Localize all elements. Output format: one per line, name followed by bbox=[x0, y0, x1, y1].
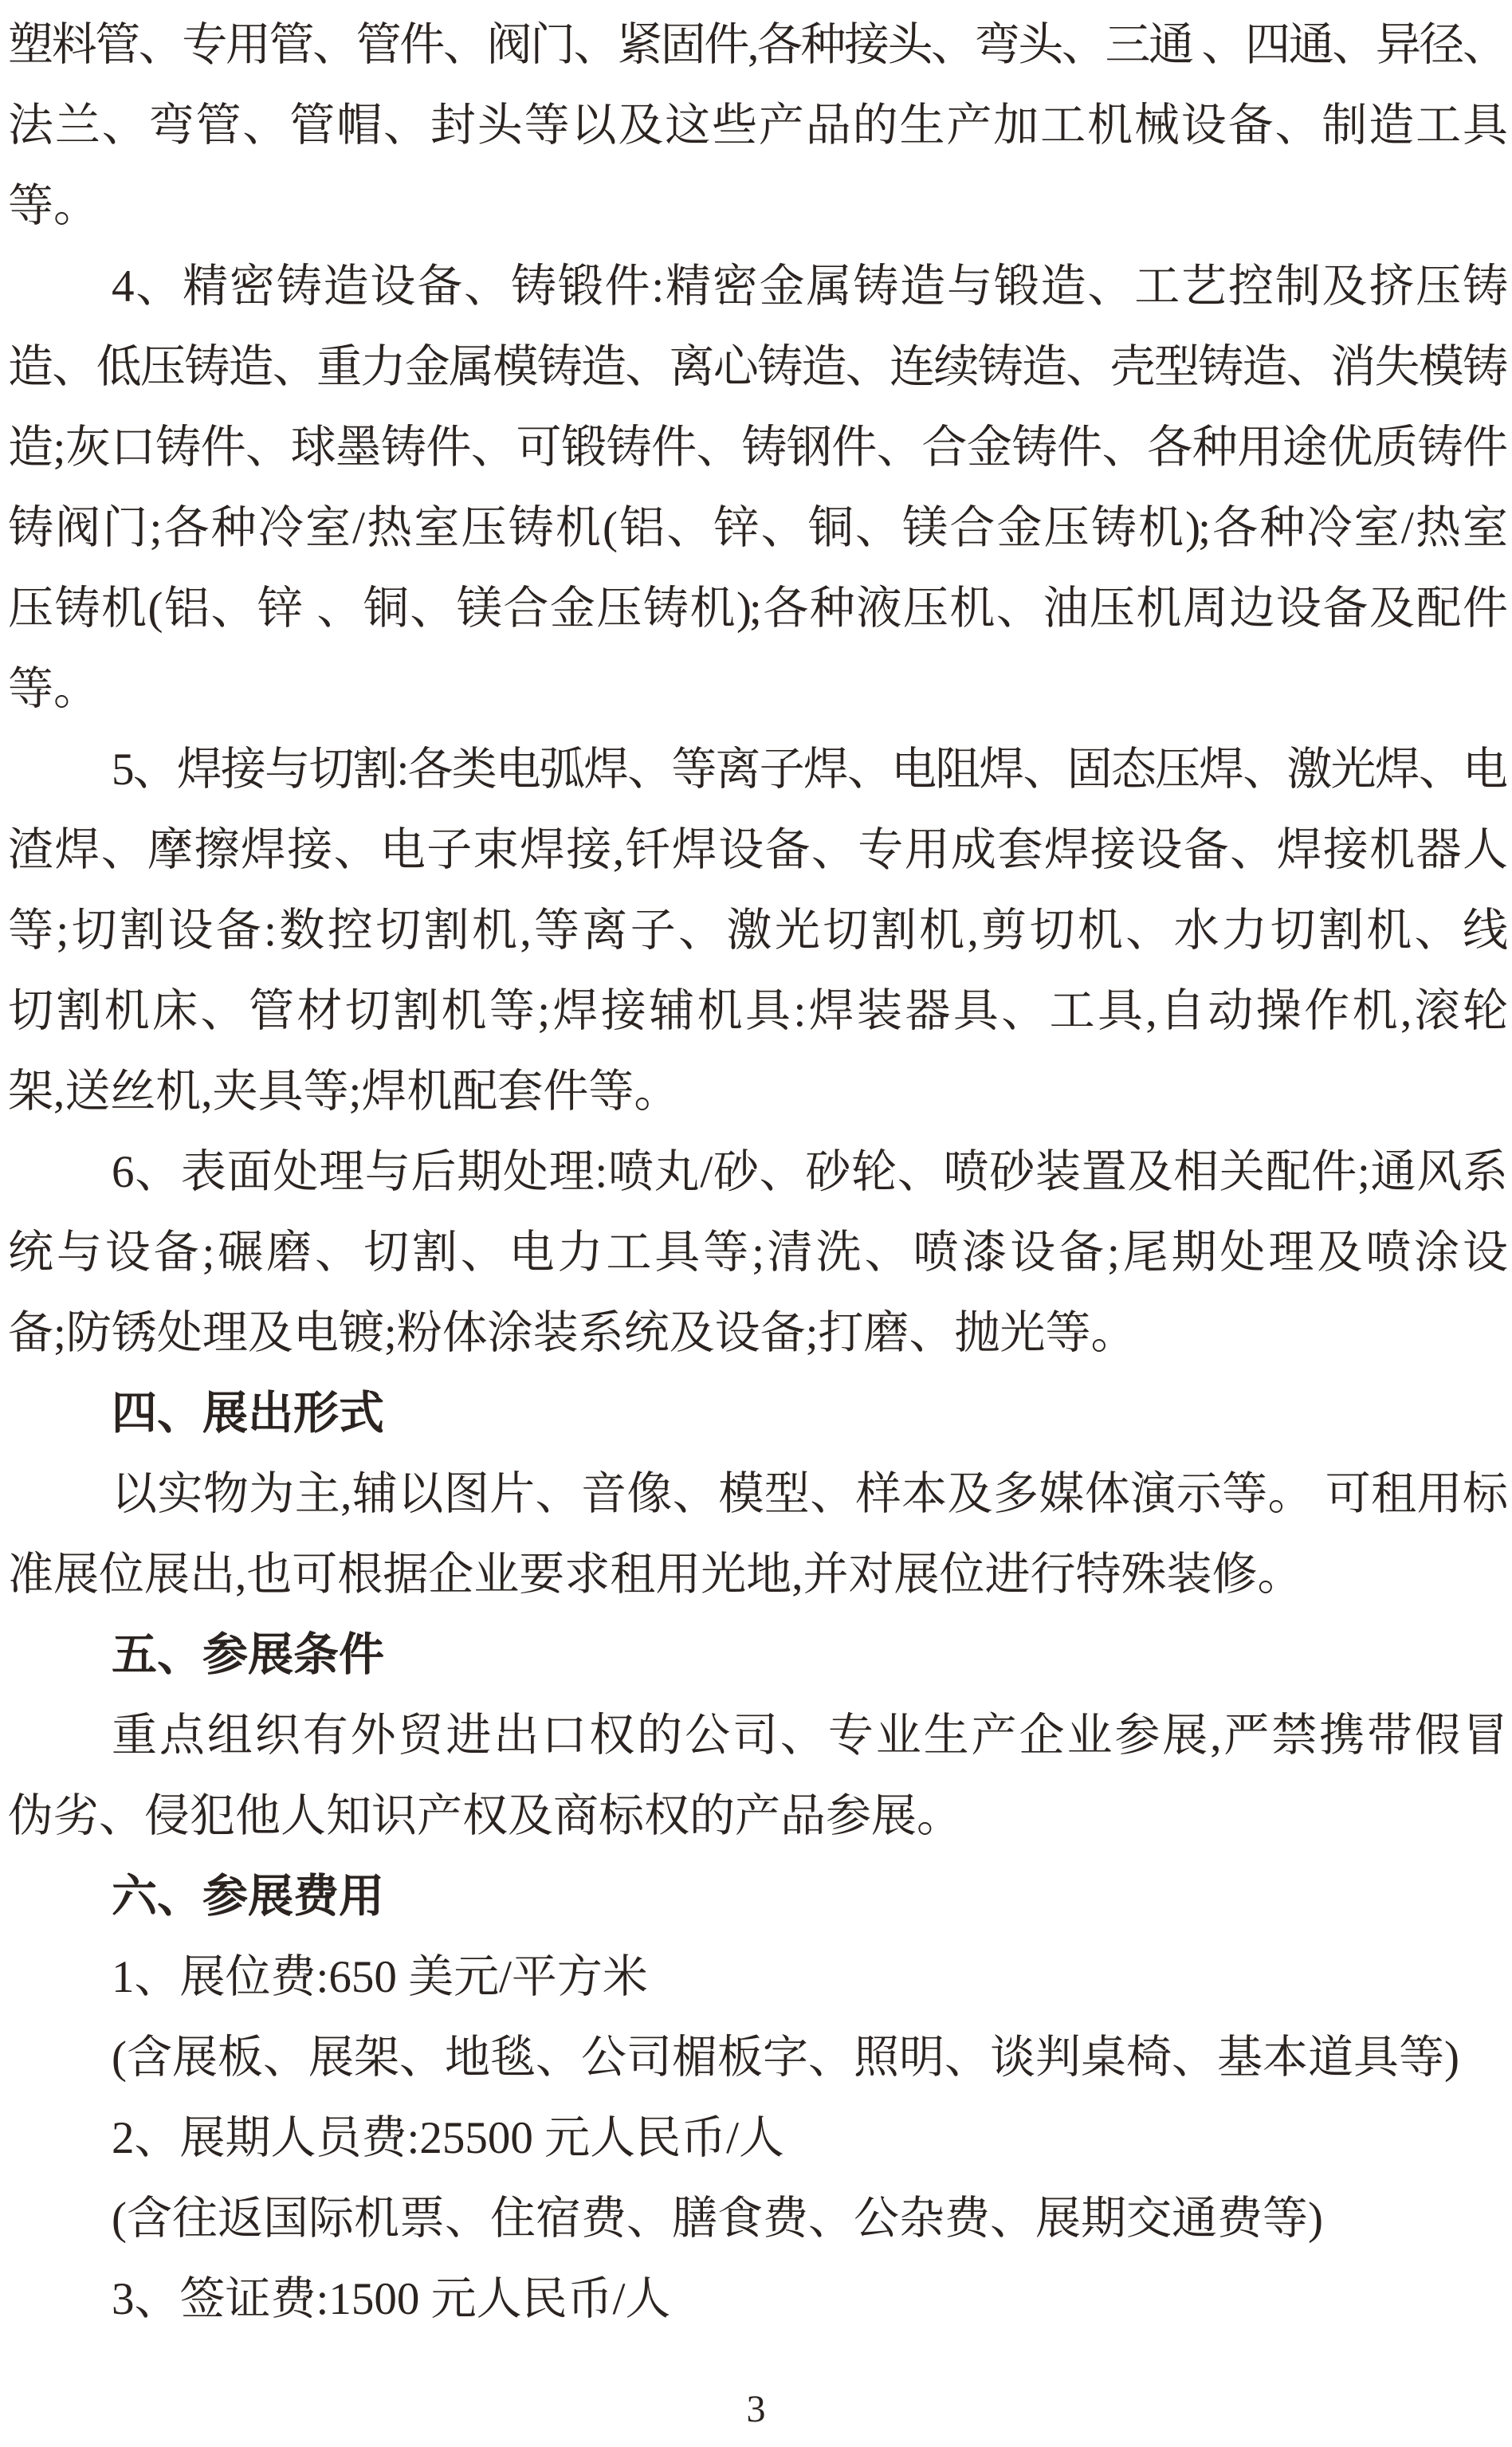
text-line: 备;防锈处理及电镀;粉体涂装系统及设备;打磨、抛光等。 bbox=[8, 1308, 1137, 1358]
section-heading: 四、展出形式 bbox=[112, 1388, 384, 1439]
text-line: (含往返国际机票、住宿费、膳食费、公杂费、展期交通费等) bbox=[112, 2194, 1323, 2244]
text-line: 6、表面处理与后期处理:喷丸/砂、砂轮、喷砂装置及相关配件;通风系 bbox=[112, 1147, 1506, 1197]
text-line: 压铸机(铝、锌 、铜、镁合金压铸机);各种液压机、油压机周边设备及配件 bbox=[8, 583, 1506, 634]
text-line: 架,送丝机,夹具等;焊机配套件等。 bbox=[8, 1066, 680, 1117]
text-line: 等。 bbox=[8, 181, 99, 231]
text-line: 造;灰口铸件、球墨铸件、可锻铸件、铸钢件、合金铸件、各种用途优质铸件 bbox=[8, 422, 1506, 473]
text-line: 3、签证费:1500 元人民币/人 bbox=[112, 2274, 671, 2324]
text-line: 造、低压铸造、重力金属模铸造、离心铸造、连续铸造、壳型铸造、消失模铸 bbox=[8, 342, 1506, 392]
text-line: 切割机床、管材切割机等;焊接辅机具:焊装器具、工具,自动操作机,滚轮 bbox=[8, 986, 1506, 1036]
text-line: 5、焊接与切割:各类电弧焊、等离子焊、电阻焊、固态压焊、激光焊、电 bbox=[112, 744, 1506, 795]
text-line: (含展板、展架、地毯、公司楣板字、照明、谈判桌椅、基本道具等) bbox=[112, 2033, 1459, 2083]
text-line: 以实物为主,辅以图片、音像、模型、样本及多媒体演示等。 可租用标 bbox=[112, 1469, 1506, 1519]
text-line: 重点组织有外贸进出口权的公司、专业生产企业参展,严禁携带假冒 bbox=[112, 1711, 1506, 1761]
text-line: 伪劣、侵犯他人知识产权及商标权的产品参展。 bbox=[8, 1791, 962, 1841]
text-line: 2、展期人员费:25500 元人民币/人 bbox=[112, 2113, 784, 2163]
text-line: 铸阀门;各种冷室/热室压铸机(铝、锌、铜、镁合金压铸机);各种冷室/热室 bbox=[8, 503, 1506, 553]
text-line: 等。 bbox=[8, 664, 99, 714]
section-heading: 六、参展费用 bbox=[112, 1871, 384, 1922]
text-line: 1、展位费:650 美元/平方米 bbox=[112, 1952, 648, 2002]
text-line: 4、精密铸造设备、铸锻件:精密金属铸造与锻造、工艺控制及挤压铸 bbox=[112, 261, 1506, 312]
page-number: 3 bbox=[746, 2388, 766, 2430]
document-body bbox=[8, 5, 1506, 2339]
text-line: 渣焊、摩擦焊接、电子束焊接,钎焊设备、专用成套焊接设备、焊接机器人 bbox=[8, 825, 1506, 875]
text-line: 法兰、弯管、管帽、封头等以及这些产品的生产加工机械设备、制造工具 bbox=[8, 100, 1506, 151]
text-line: 塑料管、专用管、管件、阀门、紧固件,各种接头、弯头、三通 、四通、异径、 bbox=[8, 20, 1506, 70]
text-line: 准展位展出,也可根据企业要求租用光地,并对展位进行特殊装修。 bbox=[8, 1550, 1303, 1600]
text-line: 统与设备;碾磨、切割、电力工具等;清洗、喷漆设备;尾期处理及喷涂设 bbox=[8, 1227, 1506, 1278]
text-line: 等;切割设备:数控切割机,等离子、激光切割机,剪切机、水力切割机、线 bbox=[8, 905, 1506, 956]
section-heading: 五、参展条件 bbox=[112, 1629, 384, 1680]
